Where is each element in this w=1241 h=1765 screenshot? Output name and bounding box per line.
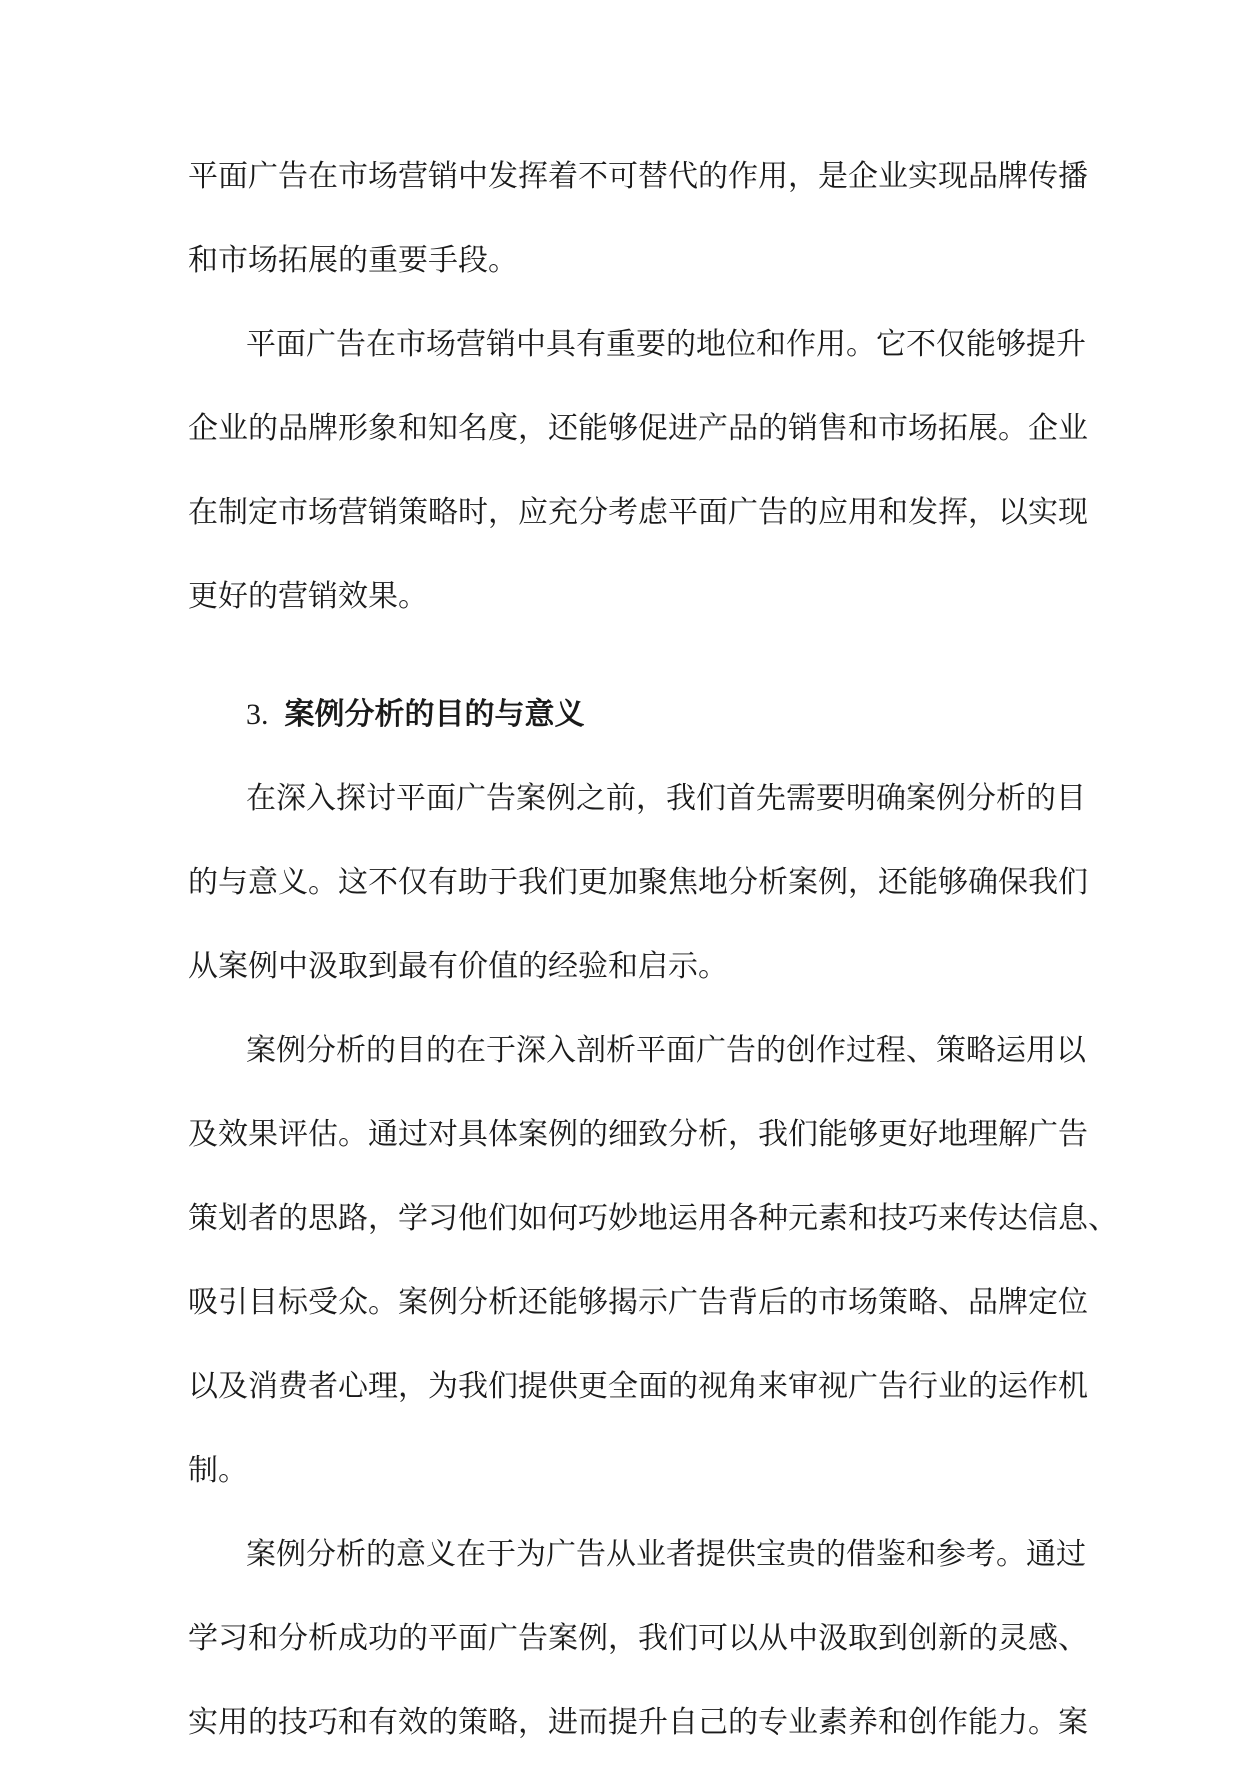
paragraph-1 [188,135,1088,303]
section-heading [188,673,1054,757]
document-page [188,135,1118,1765]
text-line: 案例分析的意义在于为广告从业者提供宝贵的借鉴和参考。通过 [246,1537,1086,1572]
text-line: 及效果评估。通过对具体案例的细致分析，我们能够更好地理解广告 [188,1117,1088,1152]
text-line: 平面广告在市场营销中发挥着不可替代的作用，是企业实现品牌传播 [188,159,1088,194]
text-line: 平面广告在市场营销中具有重要的地位和作用。它不仅能够提升 [246,327,1086,362]
text-line: 以及消费者心理，为我们提供更全面的视角来审视广告行业的运作机 [188,1369,1088,1404]
section-title: 案例分析的目的与意义 [284,697,585,732]
text-line: 学习和分析成功的平面广告案例，我们可以从中汲取到创新的灵感、 [188,1621,1088,1656]
text-line: 和市场拓展的重要手段。 [188,243,518,278]
paragraph-2 [188,303,1088,639]
section-number: 3. [246,698,269,731]
text-line: 企业的品牌形象和知名度，还能够促进产品的销售和市场拓展。企业 [188,411,1088,446]
text-line: 实用的技巧和有效的策略，进而提升自己的专业素养和创作能力。案 [188,1705,1088,1740]
text-line: 从案例中汲取到最有价值的经验和启示。 [188,949,728,984]
section-paragraph-1 [188,757,1088,1009]
text-line: 策划者的思路，学习他们如何巧妙地运用各种元素和技巧来传达信息、 [188,1201,1118,1236]
section-paragraph-2 [188,1009,1118,1513]
text-line: 更好的营销效果。 [188,579,428,614]
text-line: 吸引目标受众。案例分析还能够揭示广告背后的市场策略、品牌定位 [188,1285,1088,1320]
text-line: 的与意义。这不仅有助于我们更加聚焦地分析案例，还能够确保我们 [188,865,1088,900]
text-line: 案例分析的目的在于深入剖析平面广告的创作过程、策略运用以 [246,1033,1086,1068]
section-paragraph-3 [188,1513,1088,1765]
text-line: 在制定市场营销策略时，应充分考虑平面广告的应用和发挥，以实现 [188,495,1088,530]
text-line: 制。 [188,1453,248,1488]
text-line: 在深入探讨平面广告案例之前，我们首先需要明确案例分析的目 [246,781,1086,816]
